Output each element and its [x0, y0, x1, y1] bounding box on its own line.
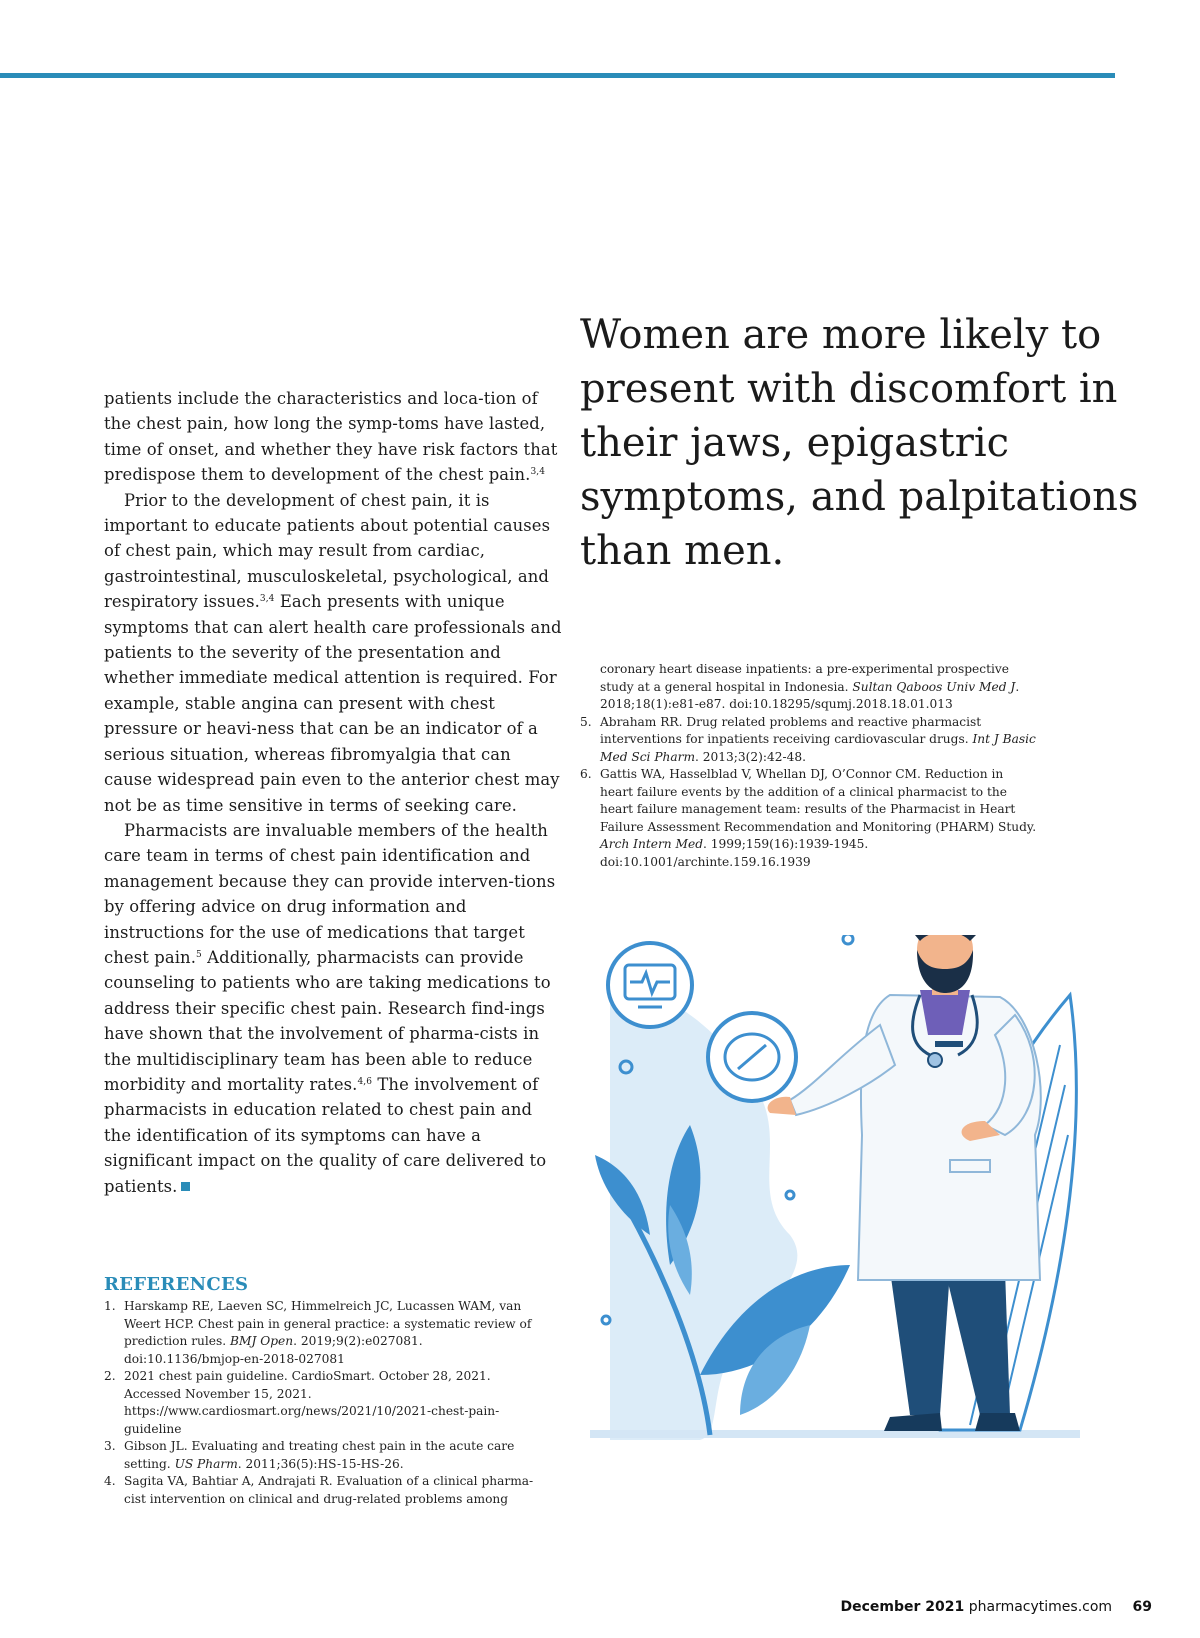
deco-ring [602, 1316, 610, 1324]
references-list-right [580, 661, 1040, 871]
paragraph-1: patients include the characteristics and loca-tion of the chest pain, how long the symp-toms have lasted, time of onset, and whether they have risk factors that predispose them to development of the chest pain.$^{3,4}$ [104, 389, 558, 485]
trouser-right [945, 1270, 1010, 1415]
website: pharmacytimes.com [968, 1599, 1113, 1615]
reference-item-continued: coronary heart disease inpatients: a pre-experimental prospective study at a general hospital in Indonesia. Sultan Qaboos Univ Med J. 2018;18(1):e81-e87. doi:10.18295/squmj.2018.18.01.013 [600, 662, 1020, 711]
reference-item: 2. 2021 chest pain guideline. CardioSmart. October 28, 2021. Accessed November 15, 2021. https://www.cardiosmart.org/news/2021/10/2021-chest-pain-guideline [104, 1369, 500, 1436]
issue-date: December 2021 [840, 1599, 965, 1615]
end-mark-icon [181, 1182, 190, 1191]
shoe-left [884, 1413, 942, 1431]
references-list-left [104, 1298, 544, 1508]
paragraph-3: Pharmacists are invaluable members of the health care team in terms of chest pain identification and management because they can provide interven-tions by offering advice on drug information and instructions for the use of medications that target chest pain.$^5$ Additionally, pharmacists can provide counseling to patients who are taking medications to address their specific chest pain. Research find-ings have shown that the involvement of pharma-cists in the multidisciplinary team has been able to reduce morbidity and mortality rates.$^{4,6}$ The involvement of pharmacists in education related to chest pain and the identification of its symptoms can have a significant impact on the quality of care delivered to patients. [104, 820, 556, 1196]
deco-ring [843, 935, 853, 944]
top-rule [0, 73, 1115, 78]
trouser-left [890, 1270, 950, 1415]
pharmacist-illustration [590, 935, 1110, 1495]
deco-ring [786, 1191, 794, 1199]
name-badge [935, 1041, 963, 1047]
reference-item: 3. Gibson JL. Evaluating and treating chest pain in the acute care setting. US Pharm. 2011;36(5):HS-15-HS-26. [104, 1439, 515, 1471]
references-heading: REFERENCES [104, 1274, 249, 1295]
shoe-right [975, 1413, 1020, 1431]
article-body [104, 386, 564, 1199]
doctor-figure [768, 935, 1041, 1431]
reference-item: 1. Harskamp RE, Laeven SC, Himmelreich JC, Lucassen WAM, van Weert HCP. Chest pain in general practice: a systematic review of prediction rules. BMJ Open. 2019;9(2):e027081. doi:10.1136/bmjop-en-2018-027081 [104, 1299, 532, 1366]
reference-item: 4. Sagita VA, Bahtiar A, Andrajati R. Evaluation of a clinical pharma-cist intervention on clinical and drug-related problems among [104, 1474, 534, 1506]
page-number: 69 [1132, 1599, 1152, 1615]
shirt [920, 990, 970, 1035]
reference-item: 6. Gattis WA, Hasselblad V, Whellan DJ, O’Connor CM. Reduction in heart failure events by the addition of a clinical pharmacist to the heart failure management team: results of the Pharmacist in Heart Failure Assessment Recommendation and Monitoring (PHARM) Study. Arch Intern Med. 1999;159(16):1939-1945. doi:10.1001/archinte.159.16.1939 [580, 767, 1037, 869]
reference-item: 5. Abraham RR. Drug related problems and reactive pharmacist interventions for inpatients receiving cardiovascular drugs. Int J Basic Med Sci Pharm. 2013;3(2):42-48. [580, 714, 1036, 764]
page-footer [841, 1599, 1152, 1615]
pull-quote: Women are more likely to present with discomfort in their jaws, epigastric symptoms, and palpitations than men. [580, 312, 1139, 574]
stethoscope-bell [928, 1053, 942, 1067]
paragraph-2: Prior to the development of chest pain, it is important to educate patients about potential causes of chest pain, which may result from cardiac, gastrointestinal, musculoskeletal, psychological, and respiratory issues.$^{3,4}$ Each presents with unique symptoms that can alert health care professionals and patients to the severity of the presentation and whether immediate medical attention is required. For example, stable angina can present with chest pressure or heavi-ness that can be an indicator of a serious situation, whereas fibromyalgia that can cause widespread pain even to the anterior chest may not be as time sensitive in terms of seeking care. [104, 490, 562, 815]
